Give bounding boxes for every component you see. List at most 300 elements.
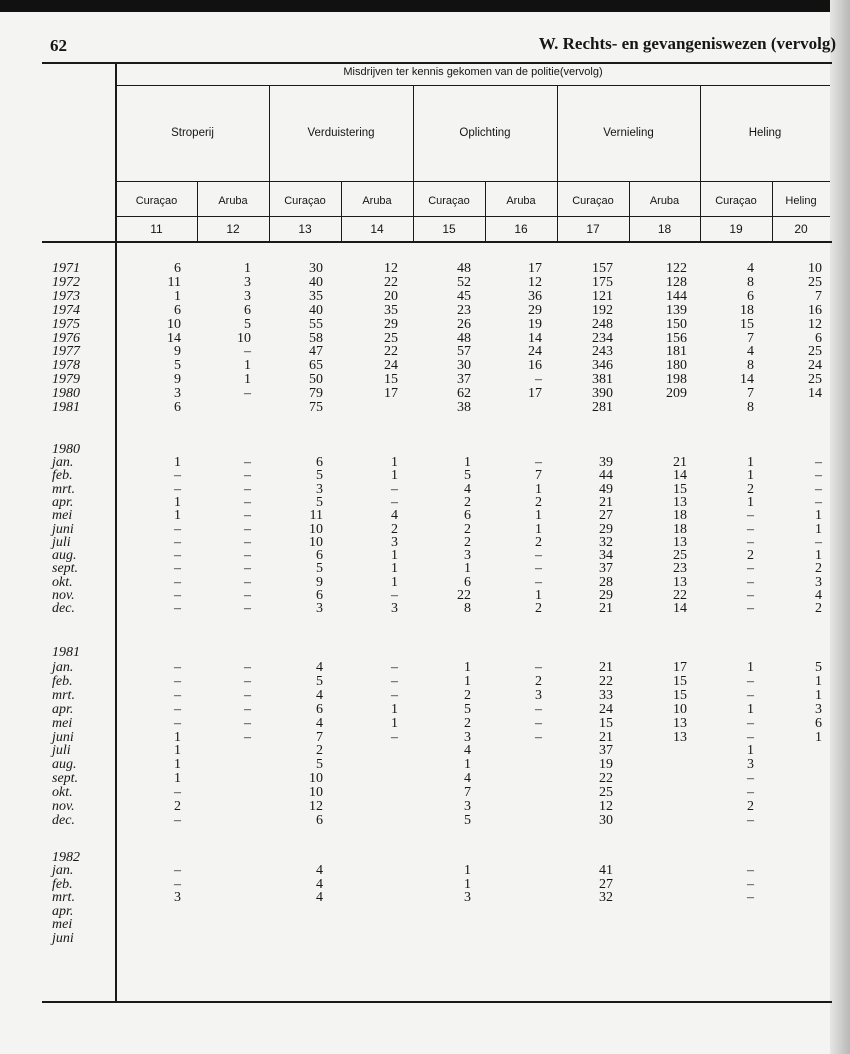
table-cell: –	[244, 561, 251, 577]
table-cell: 6	[316, 701, 323, 717]
row-label: okt.	[52, 785, 73, 801]
table-cell: 1	[815, 508, 822, 524]
table-cell: 15	[673, 673, 687, 689]
table-cell: 25	[808, 372, 822, 388]
table-cell: 1	[464, 876, 471, 892]
row-label: jan.	[52, 863, 74, 878]
table-cell: 13	[673, 574, 687, 590]
table-cell: 1	[464, 757, 471, 773]
table-cell: 7	[747, 386, 754, 402]
table-cell: 11	[167, 274, 181, 290]
category-header: Vernieling	[603, 127, 654, 139]
table-cell: 122	[666, 261, 687, 276]
section-heading: 1982	[52, 850, 80, 865]
row-label: dec.	[52, 812, 75, 828]
table-cell: 9	[316, 574, 323, 590]
table-cell: 4	[316, 715, 323, 731]
row-label: 1971	[52, 261, 80, 276]
table-cell: 3	[391, 534, 398, 550]
table-cell: –	[174, 561, 181, 577]
table-cell: –	[174, 785, 181, 801]
table-cell: 7	[535, 468, 542, 484]
table-cell: –	[747, 771, 754, 787]
column-number: 15	[442, 222, 456, 236]
table-cell: –	[747, 715, 754, 731]
table-cell: 1	[391, 715, 398, 731]
row-label: juli	[52, 743, 71, 759]
subheader: Heling	[785, 195, 817, 207]
table-cell: 1	[391, 548, 398, 564]
row-label: sept.	[52, 561, 79, 577]
table-cell: –	[244, 673, 251, 689]
table-cell: –	[174, 876, 181, 892]
table-cell: –	[747, 812, 754, 828]
table-cell: 79	[309, 386, 323, 402]
table-cell: 29	[599, 521, 613, 537]
table-cell: 19	[528, 316, 542, 332]
table-cell: 27	[599, 876, 613, 892]
table-bottom-rule	[42, 1001, 832, 1003]
table-cell: –	[747, 785, 754, 801]
column-number: 20	[794, 222, 808, 236]
table-cell: 4	[464, 771, 471, 787]
table-cell: 6	[815, 330, 822, 346]
column-number: 13	[298, 222, 312, 236]
table-cell: 10	[309, 521, 323, 537]
table-cell: 381	[592, 372, 613, 388]
table-cell: 3	[464, 729, 471, 745]
table-cell: –	[747, 876, 754, 892]
table-cell: –	[174, 715, 181, 731]
table-cell: –	[174, 673, 181, 689]
table-cell: 1	[464, 863, 471, 878]
table-cell: 181	[666, 344, 687, 360]
table-cell: 2	[815, 601, 822, 617]
table-cell: 1	[747, 494, 754, 510]
table-cell: 1	[464, 673, 471, 689]
table-cell: 34	[599, 548, 613, 564]
table-cell: 33	[599, 687, 613, 703]
table-cell: –	[747, 561, 754, 577]
table-cell: 4	[464, 481, 471, 497]
table-cell: 6	[316, 455, 323, 470]
table-cell: 14	[528, 330, 542, 346]
table-cell: 3	[244, 288, 251, 304]
row-label: 1980	[52, 386, 80, 402]
table-cell: 5	[174, 358, 181, 374]
table-cell: 7	[815, 288, 822, 304]
table-cell: 12	[309, 799, 323, 814]
table-cell: 8	[747, 358, 754, 374]
table-cell: 23	[457, 302, 471, 318]
row-label: 1979	[52, 372, 80, 388]
row-label: feb.	[52, 876, 73, 892]
category-header: Verduistering	[307, 127, 375, 139]
table-cell: 16	[528, 358, 542, 374]
table-cell: 17	[384, 386, 398, 402]
table-cell: 25	[808, 274, 822, 290]
table-cell: 1	[174, 455, 181, 470]
table-cell: 4	[316, 863, 323, 878]
running-head: W. Rechts- en gevangeniswezen (vervolg)	[538, 34, 836, 53]
table-cell: –	[174, 701, 181, 717]
table-cell: 49	[599, 481, 613, 497]
table-cell: 1	[747, 455, 754, 470]
table-cell: 6	[316, 548, 323, 564]
table-cell: 10	[309, 785, 323, 801]
table-cell: 1	[391, 468, 398, 484]
table-cell: 1	[391, 701, 398, 717]
table-cell: –	[174, 481, 181, 497]
table-cell: 1	[464, 561, 471, 577]
table-cell: 10	[673, 701, 687, 717]
table-cell: 1	[815, 548, 822, 564]
subheader: Aruba	[506, 195, 536, 207]
table-cell: 29	[528, 302, 542, 318]
table-cell: 1	[815, 673, 822, 689]
table-cell: 3	[464, 799, 471, 814]
row-label: juli	[52, 534, 71, 550]
row-label: okt.	[52, 574, 73, 590]
table-cell: 47	[309, 344, 323, 360]
row-label: 1974	[52, 302, 80, 318]
table-cell: –	[244, 508, 251, 524]
table-cell: 198	[666, 372, 687, 388]
table-cell: 6	[815, 715, 822, 731]
table-cell: 14	[740, 372, 754, 388]
column-divider	[557, 85, 558, 242]
table-cell: –	[391, 729, 398, 745]
table-cell: –	[174, 521, 181, 537]
table-cell: 2	[464, 521, 471, 537]
table-cell: –	[174, 660, 181, 675]
table-cell: –	[535, 372, 542, 388]
table-cell: 9	[174, 372, 181, 388]
table-cell: 21	[599, 660, 613, 675]
table-cell: –	[535, 729, 542, 745]
table-cell: 25	[384, 330, 398, 346]
table-cell: –	[244, 574, 251, 590]
table-cell: 4	[464, 743, 471, 759]
row-label: 1972	[52, 274, 80, 290]
table-cell: 5	[316, 673, 323, 689]
table-cell: 2	[174, 799, 181, 814]
table-cell: 3	[174, 386, 181, 402]
table-cell: 175	[592, 274, 613, 290]
table-cell: 40	[309, 274, 323, 290]
table-cell: 6	[174, 261, 181, 276]
row-label: mei	[52, 917, 73, 933]
table-cell: –	[747, 588, 754, 603]
table-cell: 12	[528, 274, 542, 290]
table-cell: –	[244, 468, 251, 484]
row-label: dec.	[52, 601, 75, 617]
table-cell: –	[174, 812, 181, 828]
table-top-rule	[42, 62, 832, 64]
row-label: juni	[52, 729, 74, 745]
table-cell: –	[391, 687, 398, 703]
table-cell: 6	[174, 302, 181, 318]
table-cell: 22	[384, 344, 398, 360]
table-cell: 3	[244, 274, 251, 290]
table-cell: 10	[309, 771, 323, 787]
row-label: apr.	[52, 903, 74, 919]
row-label: apr.	[52, 701, 74, 717]
table-cell: 5	[316, 468, 323, 484]
table-cell: 8	[464, 601, 471, 617]
table-cell: 27	[599, 508, 613, 524]
table-cell: –	[244, 548, 251, 564]
table-cell: 24	[384, 358, 398, 374]
table-cell: –	[244, 534, 251, 550]
row-label: feb.	[52, 673, 73, 689]
table-cell: 1	[535, 588, 542, 603]
column-number: 16	[514, 222, 528, 236]
table-cell: –	[244, 455, 251, 470]
table-cell: 25	[599, 785, 613, 801]
subheader: Aruba	[362, 195, 392, 207]
table-cell: 32	[599, 534, 613, 550]
table-cell: 22	[384, 274, 398, 290]
table-cell: 3	[464, 890, 471, 906]
table-cell: 157	[592, 261, 613, 276]
table-cell: 15	[599, 715, 613, 731]
subheader: Curaçao	[428, 195, 470, 207]
table-cell: 2	[464, 494, 471, 510]
table-cell: 50	[309, 372, 323, 388]
table-cell: 2	[747, 548, 754, 564]
table-cell: 17	[528, 261, 542, 276]
table-cell: 36	[528, 288, 542, 304]
table-cell: 1	[747, 701, 754, 717]
subheader: Curaçao	[135, 195, 178, 207]
table-cell: 6	[464, 508, 471, 524]
table-cell: 13	[673, 494, 687, 510]
table-cell: 2	[747, 799, 754, 814]
table-cell: 192	[592, 302, 613, 318]
table-cell: 39	[599, 455, 613, 470]
column-number: 14	[370, 222, 384, 236]
row-label: apr.	[52, 494, 74, 510]
table-cell: 1	[174, 288, 181, 304]
table-cell: 2	[815, 561, 822, 577]
table-cell: 15	[673, 687, 687, 703]
table-cell: 24	[808, 358, 822, 374]
table-cell: 14	[673, 601, 687, 617]
table-cell: –	[747, 863, 754, 878]
table-cell: 1	[174, 494, 181, 510]
table-cell: 1	[815, 521, 822, 537]
table-cell: –	[815, 468, 822, 484]
table-cell: –	[391, 494, 398, 510]
table-cell: 4	[815, 588, 822, 603]
table-cell: –	[244, 521, 251, 537]
table-cell: 15	[384, 372, 398, 388]
table-cell: 14	[167, 330, 181, 346]
table-cell: 26	[457, 316, 471, 332]
table-cell: 2	[464, 687, 471, 703]
table-cell: 1	[535, 481, 542, 497]
table-cell: 3	[464, 548, 471, 564]
table-cell: –	[244, 386, 251, 402]
table-cell: 14	[673, 468, 687, 484]
table-cell: 1	[174, 757, 181, 773]
table-cell: 13	[673, 715, 687, 731]
table-cell: 8	[747, 400, 754, 415]
table-cell: 346	[592, 358, 613, 374]
table-cell: 3	[174, 890, 181, 906]
category-header: Heling	[748, 127, 782, 139]
table-cell: 12	[384, 261, 398, 276]
table-cell: –	[747, 574, 754, 590]
table-cell: –	[174, 468, 181, 484]
table-cell: 139	[666, 302, 687, 318]
section-heading: 1981	[52, 645, 80, 660]
table-cell: –	[815, 494, 822, 510]
table-cell: 1	[244, 372, 251, 388]
table-cell: 6	[316, 588, 323, 603]
table-cell: –	[535, 574, 542, 590]
table-cell: –	[244, 729, 251, 745]
row-label: 1976	[52, 330, 80, 346]
row-label: 1973	[52, 288, 80, 304]
table-cell: –	[747, 521, 754, 537]
row-label: nov.	[52, 799, 75, 814]
table-cell: 2	[464, 715, 471, 731]
row-label: juni	[52, 931, 74, 946]
table-cell: –	[535, 548, 542, 564]
category-header: Oplichting	[459, 127, 511, 139]
table-cell: 3	[316, 481, 323, 497]
table-cell: –	[391, 588, 398, 603]
table-cell: –	[244, 701, 251, 717]
table-cell: 1	[464, 660, 471, 675]
table-cell: 57	[457, 344, 471, 360]
table-cell: 19	[599, 757, 613, 773]
table-cell: –	[244, 601, 251, 617]
table-cell: 8	[747, 274, 754, 290]
table-cell: 48	[457, 330, 471, 346]
table-cell: 1	[391, 574, 398, 590]
table-cell: –	[815, 481, 822, 497]
table-cell: 9	[174, 344, 181, 360]
table-cell: –	[174, 601, 181, 617]
table-cell: –	[747, 508, 754, 524]
column-number: 18	[657, 222, 672, 236]
table-cell: 6	[747, 288, 754, 304]
table-cell: 18	[740, 302, 754, 318]
table-cell: 22	[457, 588, 471, 603]
table-cell: 2	[747, 481, 754, 497]
table-cell: –	[391, 660, 398, 675]
table-cell: 21	[599, 729, 613, 745]
rule	[116, 181, 830, 182]
table-cell: –	[174, 588, 181, 603]
table-cell: 1	[747, 660, 754, 675]
table-cell: –	[747, 687, 754, 703]
table-cell: 37	[457, 372, 471, 388]
header-bottom-rule	[42, 241, 832, 243]
table-cell: –	[244, 344, 251, 360]
table-cell: –	[535, 660, 542, 675]
row-label: 1975	[52, 316, 80, 332]
table-cell: 13	[673, 534, 687, 550]
table-cell: 5	[244, 316, 251, 332]
table-cell: 5	[464, 812, 471, 828]
column-divider	[269, 85, 270, 242]
table-cell: 7	[316, 729, 323, 745]
table-cell: 2	[535, 673, 542, 689]
table-cell: –	[391, 481, 398, 497]
table-cell: 209	[666, 386, 687, 402]
table-cell: 6	[316, 812, 323, 828]
table-cell: 1	[244, 358, 251, 374]
table-cell: 14	[808, 386, 822, 402]
table-cell: 58	[309, 330, 323, 346]
rule	[116, 85, 830, 86]
table-cell: 28	[599, 574, 613, 590]
row-label: feb.	[52, 468, 73, 484]
subheader: Curaçao	[284, 195, 326, 207]
table-cell: 7	[464, 785, 471, 801]
table-cell: 150	[666, 316, 687, 332]
table-cell: 18	[673, 508, 687, 524]
table-cell: 21	[599, 494, 613, 510]
table-cell: 17	[528, 386, 542, 402]
table-cell: –	[244, 494, 251, 510]
table-cell: –	[535, 455, 542, 470]
table-cell: 2	[535, 601, 542, 617]
table-cell: 4	[316, 660, 323, 675]
table-cell: 30	[309, 261, 323, 276]
row-label: jan.	[52, 660, 74, 675]
table-cell: 243	[592, 344, 613, 360]
table-cell: 10	[167, 316, 181, 332]
table-cell: 48	[457, 261, 471, 276]
column-divider	[700, 85, 701, 242]
table-cell: 7	[747, 330, 754, 346]
table-cell: 13	[673, 729, 687, 745]
table-cell: 21	[673, 455, 687, 470]
table-cell: 38	[457, 400, 471, 415]
table-cell: 2	[535, 494, 542, 510]
subheader: Aruba	[649, 195, 680, 207]
table-cell: 2	[535, 534, 542, 550]
subheader: Aruba	[218, 195, 248, 207]
table-cell: 45	[457, 288, 471, 304]
table-cell: 281	[592, 400, 613, 415]
table-cell: 3	[815, 701, 822, 717]
row-label: juni	[52, 521, 74, 537]
row-label: mrt.	[52, 687, 75, 703]
subheader: Curaçao	[715, 195, 757, 207]
table-cell: 10	[808, 261, 822, 276]
table-cell: 1	[174, 743, 181, 759]
table-cell: 30	[457, 358, 471, 374]
table-cell: 3	[535, 687, 542, 703]
table-cell: 234	[592, 330, 613, 346]
table-cell: 18	[673, 521, 687, 537]
table-cell: 44	[599, 468, 613, 484]
table-cell: 20	[384, 288, 398, 304]
page-gutter-shadow	[830, 0, 850, 1054]
row-label: mei	[52, 508, 73, 524]
table-cell: –	[244, 715, 251, 731]
table-cell: 5	[464, 701, 471, 717]
table-cell: 10	[237, 330, 251, 346]
table-cell: 12	[599, 799, 613, 814]
table-cell: 22	[599, 673, 613, 689]
